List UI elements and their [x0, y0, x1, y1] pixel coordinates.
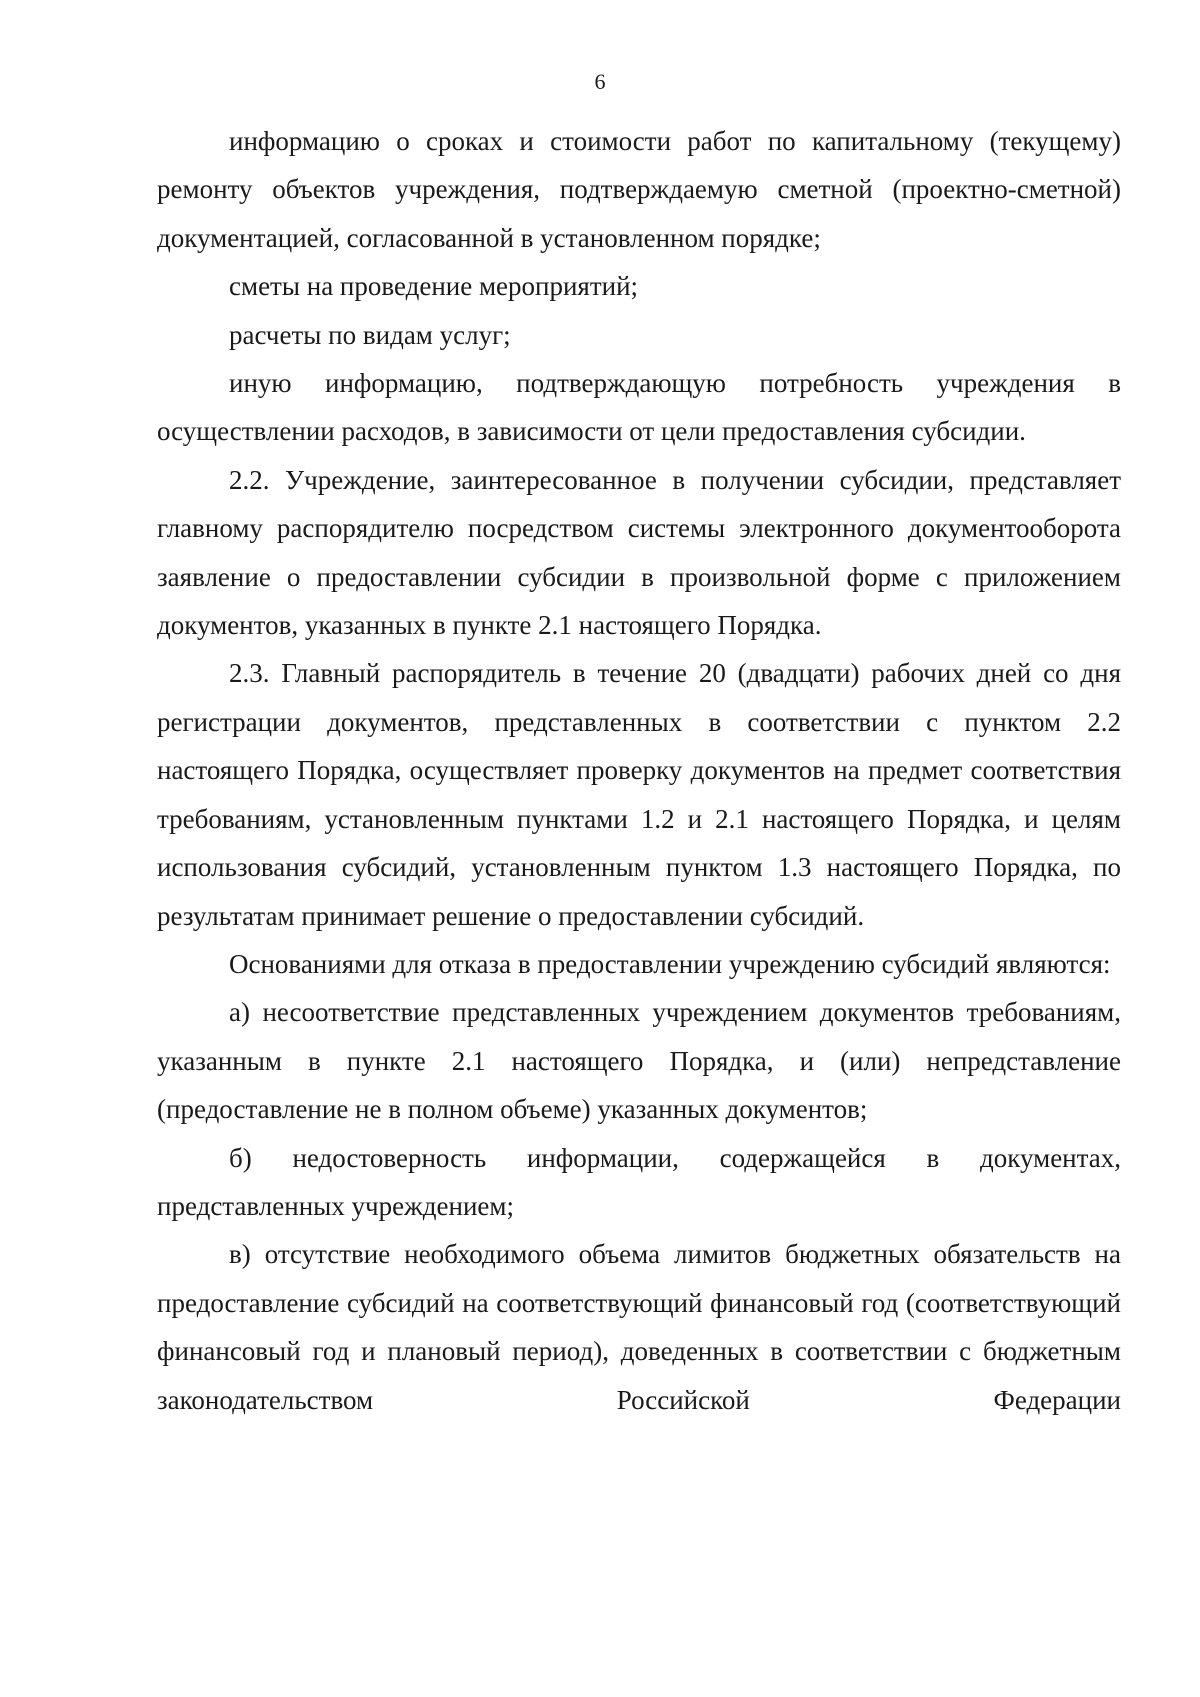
- paragraph-item-v: в) отсутствие необходимого объема лимитов бюджетных обязательств на предоставление субсидий на соответствующий финансовый год (соответствующий финансовый год и плановый период), доведенных в соответствии с бюджетным законодательством Российской Федерации: [157, 1239, 1121, 1415]
- paragraph-other-info: иную информацию, подтверждающую потребность учреждения в осуществлении расходов, в зависимости от цели предоставления субсидии.: [157, 368, 1121, 447]
- paragraph-repair-info: информацию о сроках и стоимости работ по капитальному (текущему) ремонту объектов учреждения, подтверждаемую сметной (проектно-сметной) документацией, согласованной в установленном порядке;: [157, 126, 1121, 253]
- paragraph-service-calculations: расчеты по видам услуг;: [229, 319, 511, 350]
- paragraph-refusal-grounds: Основаниями для отказа в предоставлении учреждению субсидий являются:: [229, 948, 1111, 979]
- paragraph-2-3: 2.3. Главный распорядитель в течение 20 (двадцати) рабочих дней со дня регистрации документов, представленных в соответствии с пунктом 2.2 настоящего Порядка, осуществляет проверку документов на предмет соответствия требованиям, установленным пунктами 1.2 и 2.1 настоящего Порядка, и целям использования субсидий, установленным пунктом 1.3 настоящего Порядка, по результатам принимает решение о предоставлении субсидий.: [157, 658, 1121, 931]
- paragraph-2-2: 2.2. Учреждение, заинтересованное в получении субсидии, представляет главному распорядителю посредством системы электронного документооборота заявление о предоставлении субсидии в произвольной форме с приложением документов, указанных в пункте 2.1 настоящего Порядка.: [157, 464, 1121, 641]
- paragraph-estimates: сметы на проведение мероприятий;: [229, 271, 639, 302]
- document-body: [157, 117, 1121, 1424]
- page-number: 6: [594, 69, 606, 94]
- paragraph-item-b: б) недостоверность информации, содержащейся в документах, представленных учреждением;: [157, 1142, 1121, 1221]
- paragraph-item-a: а) несоответствие представленных учреждением документов требованиям, указанным в пункте 2.1 настоящего Порядка, и (или) непредставление (предоставление не в полном объеме) указанных документов;: [157, 997, 1121, 1125]
